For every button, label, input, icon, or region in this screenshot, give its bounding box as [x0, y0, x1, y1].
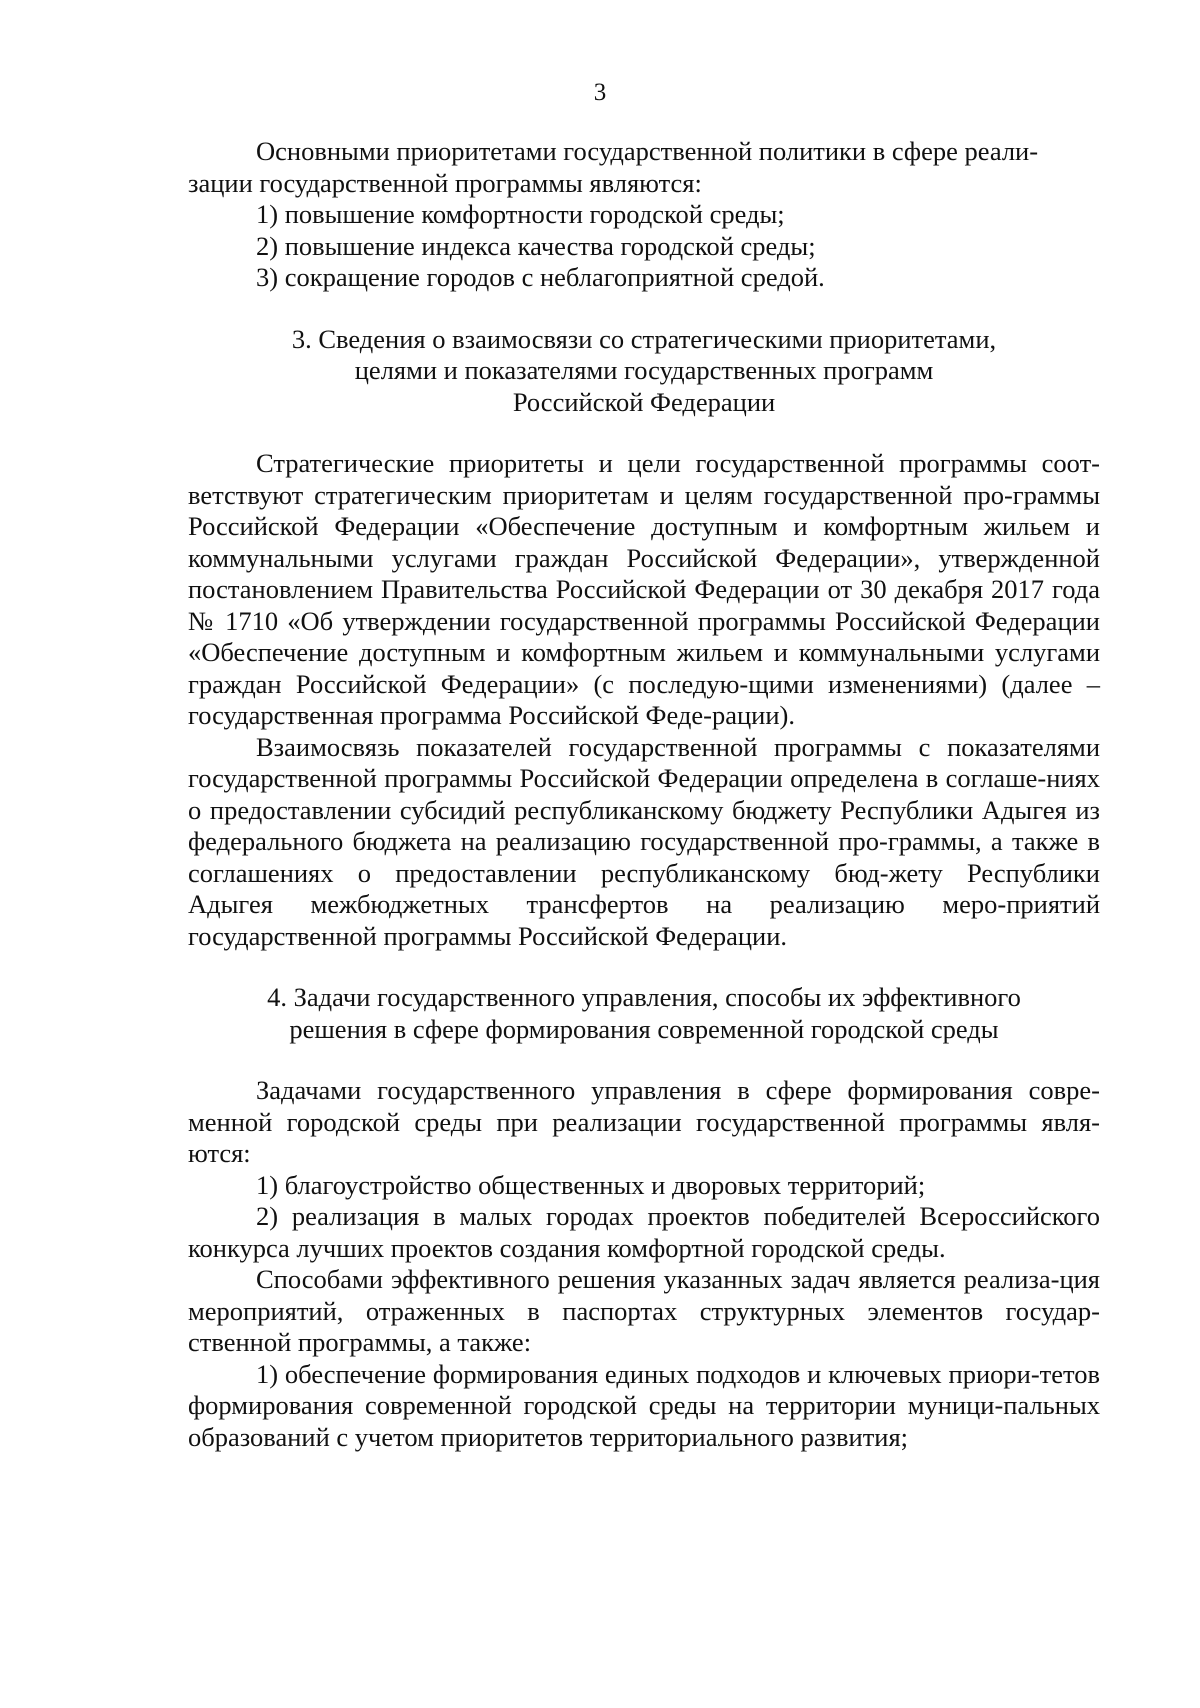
priorities-intro	[188, 136, 1100, 199]
priority-item: 2) повышение индекса качества городской среды;	[256, 230, 816, 261]
section-3-paragraph: Стратегические приоритеты и цели государственной программы соот-ветствуют стратегическим приоритетам и целям государственной про-граммы Российской Федерации «Обеспечение доступным и комфортным жильем и коммунальными услугами граждан Российской Федерации», утвержденной постановлением Правительства Российской Федерации от 30 декабря 2017 года № 1710 «Об утверждении государственной программы Российской Федерации «Обеспечение доступным и комфортным жильем и коммунальными услугами граждан Российской Федерации» (с последую-щими изменениями) (далее – государственная программа Российской Феде-рации).	[188, 448, 1100, 730]
priorities-intro-line2: зации государственной программы являются:	[188, 167, 702, 198]
page-number: 3	[593, 79, 607, 106]
priorities-intro-line1: Основными приоритетами государственной политики в сфере реали-	[256, 136, 1039, 166]
document-body	[188, 136, 1100, 1453]
priority-item: 3) сокращение городов с неблагоприятной средой.	[256, 262, 825, 292]
tasks-intro: Задачами государственного управления в сфере формирования совре-менной городской среды при реализации государственной программы явля-ются:	[188, 1075, 1100, 1168]
methods-intro: Способами эффективного решения указанных задач является реализа-ция мероприятий, отраженных в паспортах структурных элементов государ-ственной программы, а также:	[188, 1264, 1100, 1357]
task-item: 2) реализация в малых городах проектов победителей Всероссийского конкурса лучших проектов создания комфортной городской среды.	[188, 1201, 1100, 1263]
priority-item: 1) повышение комфортности городской среды;	[256, 199, 785, 229]
section-3-paragraph: Взаимосвязь показателей государственной программы с показателями государственной программы Российской Федерации определена в соглаше-ниях о предоставлении субсидий республиканскому бюджету Республики Адыгея из федерального бюджета на реализацию государственной про-граммы, а также в соглашениях о предоставлении республиканскому бюд-жету Республики Адыгея межбюджетных трансфертов на реализацию меро-приятий государственной программы Российской Федерации.	[188, 731, 1100, 951]
heading-line: 3. Сведения о взаимосвязи со стратегическими приоритетами,	[291, 323, 997, 354]
task-item: 1) благоустройство общественных и дворовых территорий;	[256, 1169, 926, 1200]
section-4-heading	[188, 982, 1100, 1045]
heading-line: решения в сфере формирования современной городской среды	[289, 1013, 999, 1044]
section-3-heading	[188, 324, 1100, 419]
heading-line: 4. Задачи государственного управления, способы их эффективного	[267, 982, 1021, 1012]
heading-line: целями и показателями государственных программ	[354, 355, 934, 385]
heading-line: Российской Федерации	[512, 386, 776, 417]
method-item: 1) обеспечение формирования единых подходов и ключевых приори-тетов формирования современной городской среды на территории муници-пальных образований с учетом приоритетов территориального развития;	[188, 1358, 1100, 1452]
